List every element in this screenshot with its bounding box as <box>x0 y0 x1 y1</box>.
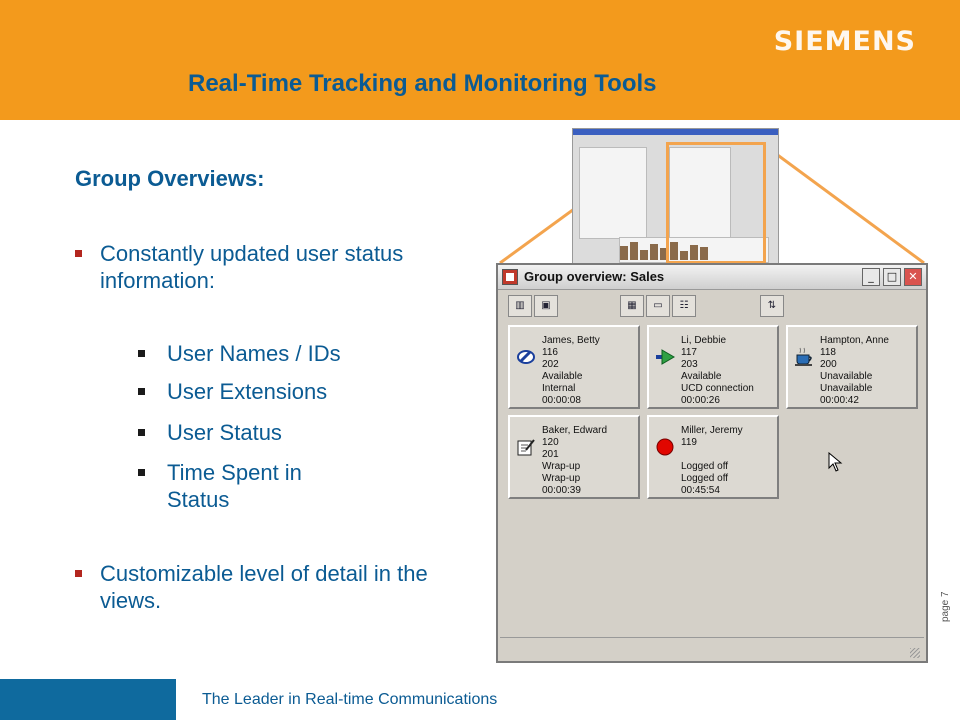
close-button[interactable]: ✕ <box>904 268 922 286</box>
user-time: 00:00:42 <box>820 395 859 406</box>
sub-bullet-item <box>138 459 358 513</box>
user-extension: 202 <box>542 359 559 370</box>
resize-grip-icon[interactable] <box>910 648 920 658</box>
user-card[interactable] <box>647 325 779 409</box>
user-card-details <box>542 425 607 497</box>
sub-bullet-text: User Status <box>167 420 282 445</box>
user-status-detail: Unavailable <box>820 383 873 394</box>
siemens-logo: SIEMENS <box>773 26 916 57</box>
slide-title: Real-Time Tracking and Monitoring Tools <box>188 70 657 97</box>
user-extension: 203 <box>681 359 698 370</box>
notepad-icon <box>516 437 536 457</box>
user-status: Logged off <box>681 461 729 472</box>
user-card-grid <box>504 323 918 623</box>
minimize-button[interactable]: _ <box>862 268 880 286</box>
user-card[interactable] <box>508 415 640 499</box>
sub-bullet-square-icon <box>138 388 145 395</box>
window-toolbar <box>502 293 922 319</box>
footer-tagline: The Leader in Real-time Communications <box>202 691 498 708</box>
bullet-item <box>75 240 475 294</box>
user-status-detail: UCD connection <box>681 383 754 394</box>
sub-bullet-item <box>138 419 358 446</box>
user-status: Wrap-up <box>542 461 581 472</box>
user-name: Miller, Jeremy <box>681 425 743 436</box>
user-time: 00:45:54 <box>681 485 720 496</box>
thumbnail-left-pane <box>579 147 647 239</box>
list-view-icon[interactable]: ▭ <box>646 295 670 317</box>
user-card[interactable] <box>647 415 779 499</box>
window-titlebar[interactable] <box>498 265 926 290</box>
user-id: 116 <box>542 347 558 358</box>
maximize-button[interactable]: □ <box>883 268 901 286</box>
user-card-details <box>681 335 754 407</box>
bullet-text: Constantly updated user status information: <box>100 241 404 293</box>
user-time: 00:00:39 <box>542 485 581 496</box>
arrow-right-icon <box>655 347 675 367</box>
red-dot-icon <box>655 437 675 457</box>
sort-icon[interactable]: ⇅ <box>760 295 784 317</box>
user-status: Available <box>681 371 722 382</box>
bullet-square-icon <box>75 250 82 257</box>
sub-bullet-text: Time Spent in Status <box>167 460 302 512</box>
user-name: Hampton, Anne <box>820 335 889 346</box>
sub-bullet-square-icon <box>138 429 145 436</box>
user-extension: 200 <box>820 359 837 370</box>
app-icon[interactable] <box>502 269 518 285</box>
user-extension <box>681 449 743 461</box>
user-time: 00:00:08 <box>542 395 581 406</box>
user-name: Baker, Edward <box>542 425 608 436</box>
window-title: Group overview: Sales <box>524 269 665 284</box>
user-id: 118 <box>820 347 836 358</box>
grid-view-icon[interactable]: ▦ <box>620 295 644 317</box>
sub-bullet-square-icon <box>138 469 145 476</box>
bullet-text: Customizable level of detail in the views. <box>100 561 428 613</box>
details-view-icon[interactable]: ☷ <box>672 295 696 317</box>
user-id: 119 <box>681 437 697 448</box>
sub-bullet-item <box>138 340 358 367</box>
user-status: Available <box>542 371 583 382</box>
thumbnail-titlebar <box>573 129 778 135</box>
footer-color-block <box>0 679 176 720</box>
sub-bullet-text: User Names / IDs <box>167 341 341 366</box>
zoom-highlight-box <box>666 142 766 264</box>
user-card-details <box>820 335 889 407</box>
user-id: 117 <box>681 347 697 358</box>
user-card[interactable] <box>786 325 918 409</box>
page-number: page 7 <box>940 591 951 622</box>
user-card[interactable] <box>508 325 640 409</box>
bullet-square-icon <box>75 570 82 577</box>
user-status: Unavailable <box>820 371 873 382</box>
chart-icon[interactable]: ▥ <box>508 295 532 317</box>
bullet-item <box>75 560 475 614</box>
sub-bullet-square-icon <box>138 350 145 357</box>
user-name: Li, Debbie <box>681 335 727 346</box>
user-name: James, Betty <box>542 335 600 346</box>
user-card-details <box>542 335 600 407</box>
user-status-detail: Wrap-up <box>542 473 581 484</box>
section-heading: Group Overviews: <box>75 166 265 191</box>
status-icon[interactable]: ▣ <box>534 295 558 317</box>
sub-bullet-text: User Extensions <box>167 379 328 404</box>
group-overview-window <box>496 263 928 663</box>
phone-icon <box>516 347 536 367</box>
mouse-cursor-icon <box>828 452 844 472</box>
user-status-detail: Internal <box>542 383 576 394</box>
user-status-detail: Logged off <box>681 473 729 484</box>
sub-bullet-item <box>138 378 358 405</box>
user-card-details <box>681 425 743 497</box>
user-extension: 201 <box>542 449 559 460</box>
window-statusbar <box>500 637 924 660</box>
coffee-cup-icon <box>794 347 814 367</box>
user-id: 120 <box>542 437 559 448</box>
user-time: 00:00:26 <box>681 395 720 406</box>
